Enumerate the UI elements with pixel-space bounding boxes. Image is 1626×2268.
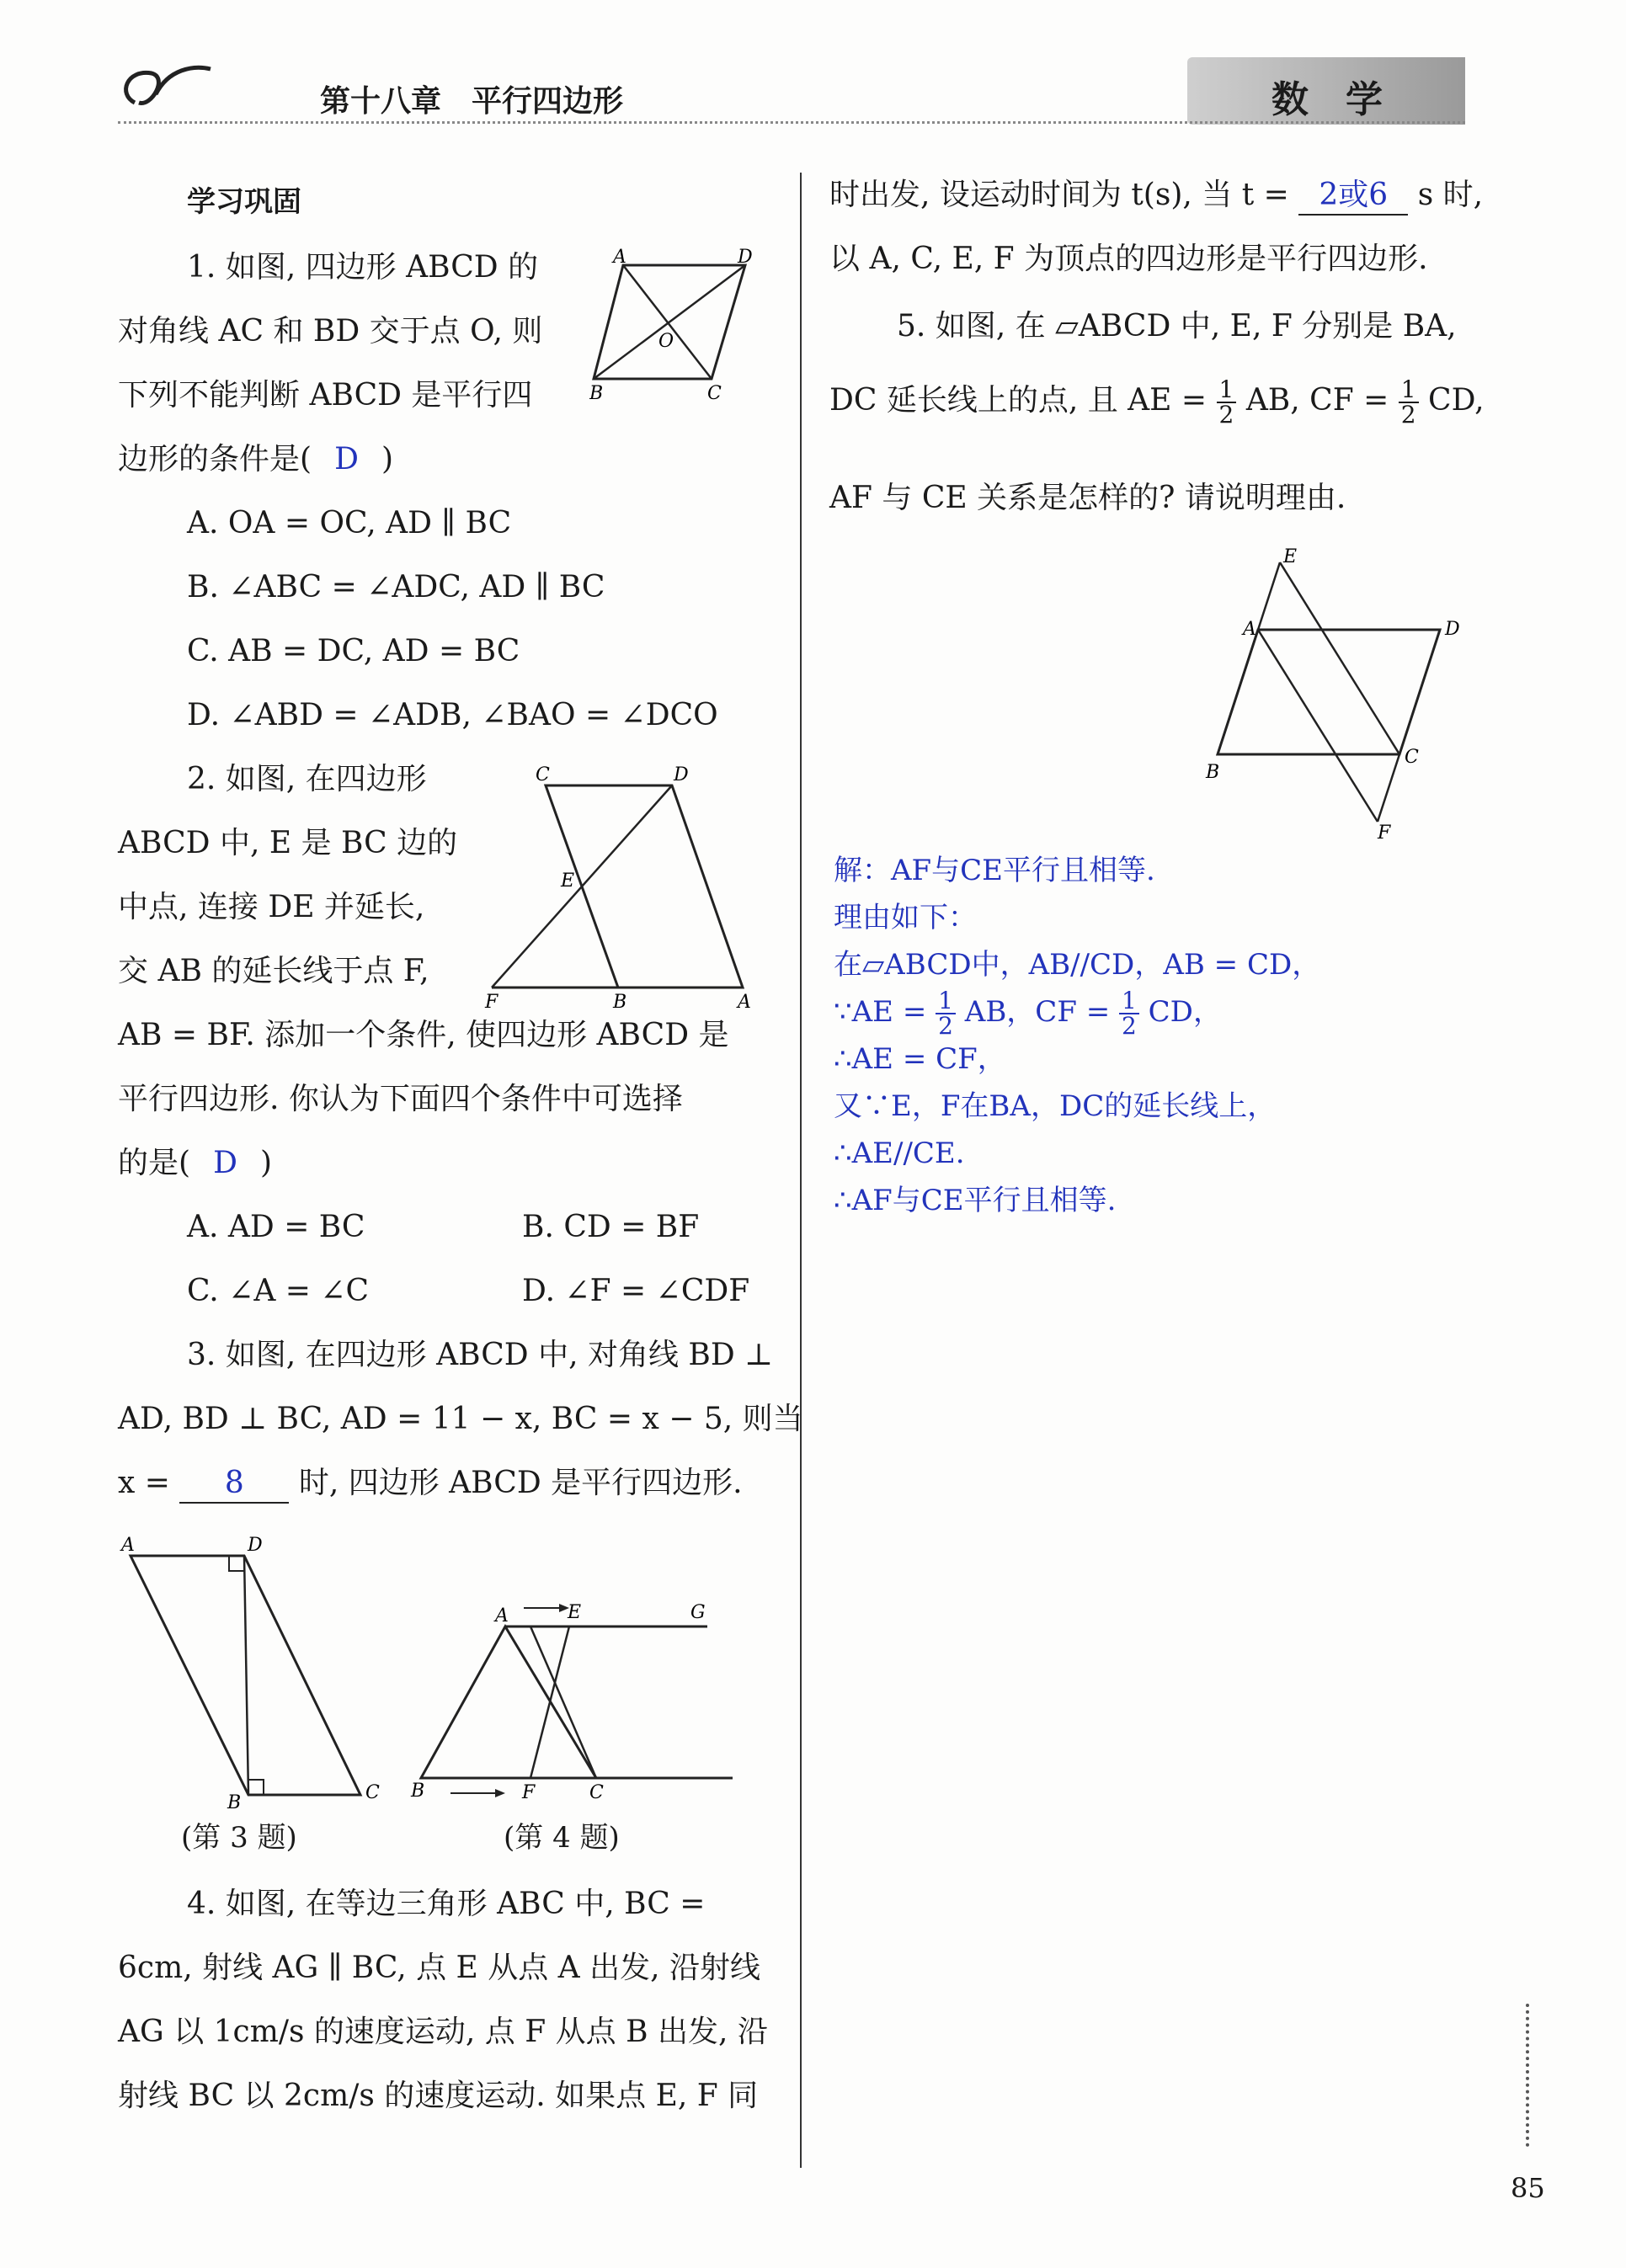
q2-label-e: E: [561, 870, 575, 892]
q5-frac-1-den: 2: [1218, 401, 1234, 429]
q5-label-c: C: [1405, 747, 1419, 768]
header-rule: [118, 121, 1465, 124]
q1-label-b: B: [589, 383, 604, 404]
q5-label-a: A: [1243, 619, 1256, 640]
q4-line-6: 以 A, C, E, F 为顶点的四边形是平行四边形.: [829, 242, 1428, 276]
q1-option-b: B. ∠ABC = ∠ADC, AD ∥ BC: [187, 570, 605, 604]
q4-t-prefix: 时出发, 设运动时间为 t(s), 当 t =: [829, 178, 1289, 212]
q2-option-c: C. ∠A = ∠C: [187, 1274, 370, 1308]
q5-text-a: DC 延长线上的点, 且 AE =: [829, 383, 1208, 418]
solution-frac-2-den: 2: [1122, 1012, 1137, 1040]
q2-line-7: [118, 1145, 272, 1182]
q5-text-c: CD,: [1428, 383, 1485, 418]
q4-line-4: 射线 BC 以 2cm/s 的速度运动. 如果点 E, F 同: [118, 2079, 759, 2113]
q4-caption: (第 4 题): [504, 1821, 620, 1855]
q5-frac-2-den: 2: [1400, 401, 1416, 429]
q3-line-3: [118, 1465, 743, 1504]
q3-label-d: D: [248, 1535, 263, 1556]
solution-line-3: 在▱ABCD中，AB//CD，AB = CD，: [834, 948, 1321, 982]
q1-figure: [589, 244, 758, 404]
solution-line-4: [834, 987, 1222, 1038]
page-number: 85: [1511, 2172, 1545, 2204]
q4-label-b: B: [411, 1781, 425, 1802]
solution-line-2: 理由如下：: [834, 901, 977, 934]
subject-label: 数 学: [1271, 78, 1383, 121]
q4-label-f: F: [522, 1782, 536, 1802]
q3-caption: (第 3 题): [181, 1821, 297, 1855]
q4-label-g: G: [690, 1602, 706, 1623]
q5-figure: [1196, 547, 1474, 842]
solution-cf: AB，CF =: [964, 995, 1111, 1029]
q2-option-d: D. ∠F = ∠CDF: [522, 1274, 750, 1308]
solution-line-1: 解：AF与CE平行且相等.: [834, 854, 1155, 887]
q2-label-f: F: [485, 992, 498, 1010]
q1-line-3: 下列不能判断 ABCD 是平行四: [118, 378, 533, 413]
section-title: 学习巩固: [187, 185, 301, 219]
q1-line-4: [118, 441, 393, 478]
q2-option-b: B. CD = BF: [522, 1210, 700, 1244]
q4-figure: [404, 1591, 741, 1802]
q2-label-d: D: [674, 764, 689, 785]
q4-t-suffix: s 时,: [1417, 178, 1484, 212]
page-dots: [1526, 2004, 1529, 2147]
q5-label-b: B: [1206, 762, 1220, 783]
q3-x-eq: x =: [118, 1466, 170, 1500]
solution-cd: CD，: [1148, 995, 1222, 1029]
solution-line-8: ∴AF与CE平行且相等.: [834, 1184, 1117, 1217]
q4-line-1: 4. 如图, 在等边三角形 ABC 中, BC =: [187, 1887, 706, 1921]
q3-answer: 8: [179, 1465, 289, 1504]
q2-line-4: 交 AB 的延长线于点 F,: [118, 954, 429, 988]
q4-label-e: E: [568, 1602, 582, 1623]
solution-line-7: ∴AE//CE.: [834, 1137, 965, 1170]
solution-frac-2: [1119, 989, 1139, 1038]
q1-line-2: 对角线 AC 和 BD 交于点 O, 则: [118, 314, 543, 349]
q5-frac-2: [1399, 375, 1419, 429]
q3-label-c: C: [365, 1782, 380, 1803]
q3-label-a: A: [121, 1535, 135, 1556]
q2-line-3: 中点, 连接 DE 并延长,: [118, 890, 425, 924]
q4-label-a: A: [495, 1605, 509, 1626]
q3-figure: [118, 1532, 404, 1810]
q5-frac-2-num: 1: [1399, 378, 1419, 403]
solution-line-5: ∴AE = CF，: [834, 1042, 1006, 1076]
q5-frac-1-num: 1: [1217, 378, 1237, 403]
q5-line-2: [829, 375, 1485, 427]
q5-label-e: E: [1283, 547, 1298, 567]
q4-label-c: C: [589, 1782, 604, 1802]
solution-frac-1-den: 2: [938, 1012, 953, 1040]
q1-answer: D: [334, 442, 359, 476]
q2-label-a: A: [738, 992, 751, 1010]
q5-text-b: AB, CF =: [1245, 383, 1389, 418]
q5-frac-1: [1217, 375, 1237, 429]
q1-option-a: A. OA = OC, AD ∥ BC: [187, 506, 512, 540]
q3-line-2: AD, BD ⊥ BC, AD = 11 − x, BC = x − 5, 则当: [118, 1402, 803, 1436]
header-logo-icon: [118, 61, 219, 120]
q2-line-5: AB = BF. 添加一个条件, 使四边形 ABCD 是: [118, 1018, 729, 1052]
q2-answer: D: [213, 1146, 237, 1180]
solution-because-ae: ∵AE =: [834, 995, 927, 1029]
solution-line-6: 又∵E，F在BA，DC的延长线上，: [834, 1089, 1277, 1123]
q4-line-5: [829, 177, 1483, 216]
q2-figure: [480, 762, 766, 1010]
chapter-title: 第十八章 平行四边形: [320, 84, 624, 119]
q1-label-o: O: [658, 331, 674, 352]
q1-line-1: 1. 如图, 四边形 ABCD 的: [187, 250, 539, 285]
q1-label-a: A: [613, 247, 626, 268]
q2-label-c: C: [536, 764, 550, 785]
q2-label-b: B: [613, 992, 627, 1010]
q1-label-d: D: [738, 247, 753, 268]
q2-option-a: A. AD = BC: [187, 1210, 365, 1244]
solution-frac-1: [936, 989, 956, 1038]
q4-answer: 2或6: [1298, 177, 1408, 216]
q5-line-1: 5. 如图, 在 ▱ABCD 中, E, F 分别是 BA,: [897, 309, 1457, 343]
solution-frac-2-num: 1: [1119, 989, 1139, 1014]
q5-label-f: F: [1378, 823, 1391, 842]
q3-line-1: 3. 如图, 在四边形 ABCD 中, 对角线 BD ⊥: [187, 1338, 774, 1372]
q5-label-d: D: [1445, 619, 1460, 640]
q1-option-d: D. ∠ABD = ∠ADB, ∠BAO = ∠DCO: [187, 698, 718, 732]
q2-line-6: 平行四边形. 你认为下面四个条件中可选择: [118, 1082, 683, 1116]
q2-line-1: 2. 如图, 在四边形: [187, 762, 427, 796]
q2-line-2: ABCD 中, E 是 BC 边的: [118, 826, 458, 860]
q2-stem-end: 的是(: [118, 1146, 191, 1180]
q5-line-3: AF 与 CE 关系是怎样的? 请说明理由.: [829, 481, 1346, 515]
q4-line-2: 6cm, 射线 AG ∥ BC, 点 E 从点 A 出发, 沿射线: [118, 1951, 761, 1985]
q1-paren-close: ): [381, 442, 393, 476]
q4-line-3: AG 以 1cm/s 的速度运动, 点 F 从点 B 出发, 沿: [118, 2015, 768, 2049]
column-divider: [800, 173, 802, 2168]
q2-paren-close: ): [259, 1146, 272, 1180]
q1-stem-end: 边形的条件是(: [118, 442, 312, 476]
q3-stem-end: 时, 四边形 ABCD 是平行四边形.: [298, 1466, 743, 1500]
solution-frac-1-num: 1: [936, 989, 956, 1014]
q1-option-c: C. AB = DC, AD = BC: [187, 634, 520, 668]
q1-label-c: C: [707, 383, 722, 404]
q3-label-b: B: [227, 1792, 242, 1810]
